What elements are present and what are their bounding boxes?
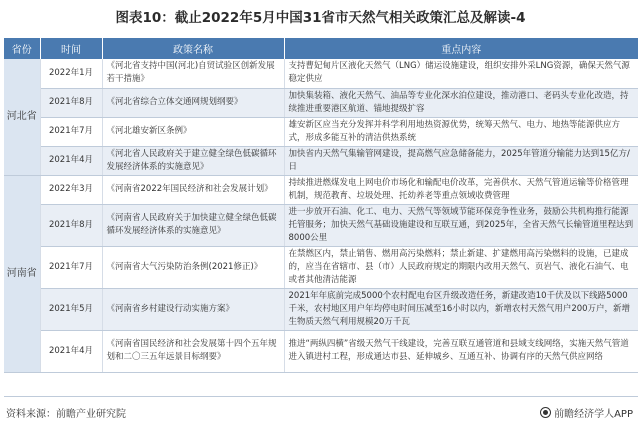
- policy-name-cell: 《河北省综合立体交通网规划纲要》: [102, 88, 284, 117]
- header-time: 时间: [40, 38, 102, 59]
- header-province: 省份: [4, 38, 40, 59]
- source-note: 资料来源：前瞻产业研究院: [6, 409, 126, 420]
- table-row: [4, 88, 638, 117]
- key-content-cell: 进一步放开石油、化工、电力、天然气等领域节能环保竞争性业务，鼓励公共机构推行能源托管服务；加快天然气基础设施建设和互联互通，到2025年，全省天然气长输管道里程达到8000公里: [284, 204, 638, 246]
- time-cell: 2021年4月: [40, 330, 102, 372]
- key-content-cell: 2021年年底前完成5000个农村配电台区升级改造任务，新建改造10千伏及以下线路5000千米，农村地区用户年均停电时间压减至16小时以内，新增农村天然气用户200万户，新增生物质天然气利用规模20万千瓦: [284, 288, 638, 330]
- table-header-row: [4, 38, 638, 59]
- time-cell: 2022年1月: [40, 59, 102, 88]
- brand-label: 前瞻经济学人APP: [554, 409, 633, 420]
- key-content-cell: 持续推进燃煤发电上网电价市场化和输配电价改革，完善供水、天然气管道运输等价格管理机制，规范教育、垃圾处理、托幼养老等重点领域收费管理: [284, 175, 638, 204]
- time-cell: 2021年5月: [40, 288, 102, 330]
- time-cell: 2021年4月: [40, 146, 102, 175]
- policy-name-cell: 《河南省乡村建设行动实施方案》: [102, 288, 284, 330]
- table-row: [4, 288, 638, 330]
- key-content-cell: 加快省内天然气集输管网建设，提高燃气应急储备能力，2025年管道分输能力达到15亿方/日: [284, 146, 638, 175]
- policy-name-cell: 《河北省人民政府关于建立健全绿色低碳循环发展经济体系的实施意见》: [102, 146, 284, 175]
- time-cell: 2022年3月: [40, 175, 102, 204]
- qianzhan-logo-icon: [540, 407, 551, 418]
- policy-name-cell: 《河北省支持中国(河北)自贸试验区创新发展若干措施》: [102, 59, 284, 88]
- brand-credit: [540, 405, 633, 420]
- time-cell: 2021年7月: [40, 117, 102, 146]
- footer-divider: [4, 396, 638, 397]
- chart-title: 图表10：截止2022年5月中国31省市天然气相关政策汇总及解读-4: [115, 10, 526, 26]
- key-content-cell: 推进“两纵四横”省级天然气干线建设，完善互联互通管道和县域支线网络，实施天然气管道进入镇进村工程，形成通达市县、延伸城乡、互通互补、协调有序的天然气供应网络: [284, 330, 638, 372]
- province-cell-henan: 河南省: [4, 175, 40, 372]
- table-row: [4, 246, 638, 288]
- table-row: [4, 330, 638, 372]
- policy-name-cell: 《河南省2022年国民经济和社会发展计划》: [102, 175, 284, 204]
- policy-table: [4, 38, 638, 373]
- time-cell: 2021年7月: [40, 246, 102, 288]
- key-content-cell: 在禁燃区内，禁止销售、燃用高污染燃料；禁止新建、扩建燃用高污染燃料的设施，已建成的，应当在省辖市、县（市）人民政府规定的期限内改用天然气、页岩气、液化石油气、电或者其他清洁能源: [284, 246, 638, 288]
- header-key-content: 重点内容: [284, 38, 638, 59]
- policy-name-cell: 《河南省人民政府关于加快建立健全绿色低碳循环发展经济体系的实施意见》: [102, 204, 284, 246]
- table-row: [4, 146, 638, 175]
- table-row: [4, 117, 638, 146]
- table-row: [4, 59, 638, 88]
- key-content-cell: 雄安新区应当充分发挥并科学利用地热资源优势，统筹天然气、电力、地热等能源供应方式，形成多能互补的清洁供热系统: [284, 117, 638, 146]
- table-row: [4, 175, 638, 204]
- policy-name-cell: 《河南省大气污染防治条例(2021修正)》: [102, 246, 284, 288]
- time-cell: 2021年8月: [40, 204, 102, 246]
- time-cell: 2021年8月: [40, 88, 102, 117]
- key-content-cell: 加快集装箱、液化天然气、油品等专业化深水泊位建设，推动港口、老码头专业化改造，持续推进重要港区航道、锚地提级扩容: [284, 88, 638, 117]
- table-row: [4, 204, 638, 246]
- policy-name-cell: 《河北雄安新区条例》: [102, 117, 284, 146]
- key-content-cell: 支持曹妃甸片区液化天然气（LNG）储运设施建设，组织安排外采LNG资源，确保天然气源稳定供应: [284, 59, 638, 88]
- policy-name-cell: 《河南省国民经济和社会发展第十四个五年规划和二〇三五年远景目标纲要》: [102, 330, 284, 372]
- province-cell-hebei: 河北省: [4, 59, 40, 175]
- header-policy-name: 政策名称: [102, 38, 284, 59]
